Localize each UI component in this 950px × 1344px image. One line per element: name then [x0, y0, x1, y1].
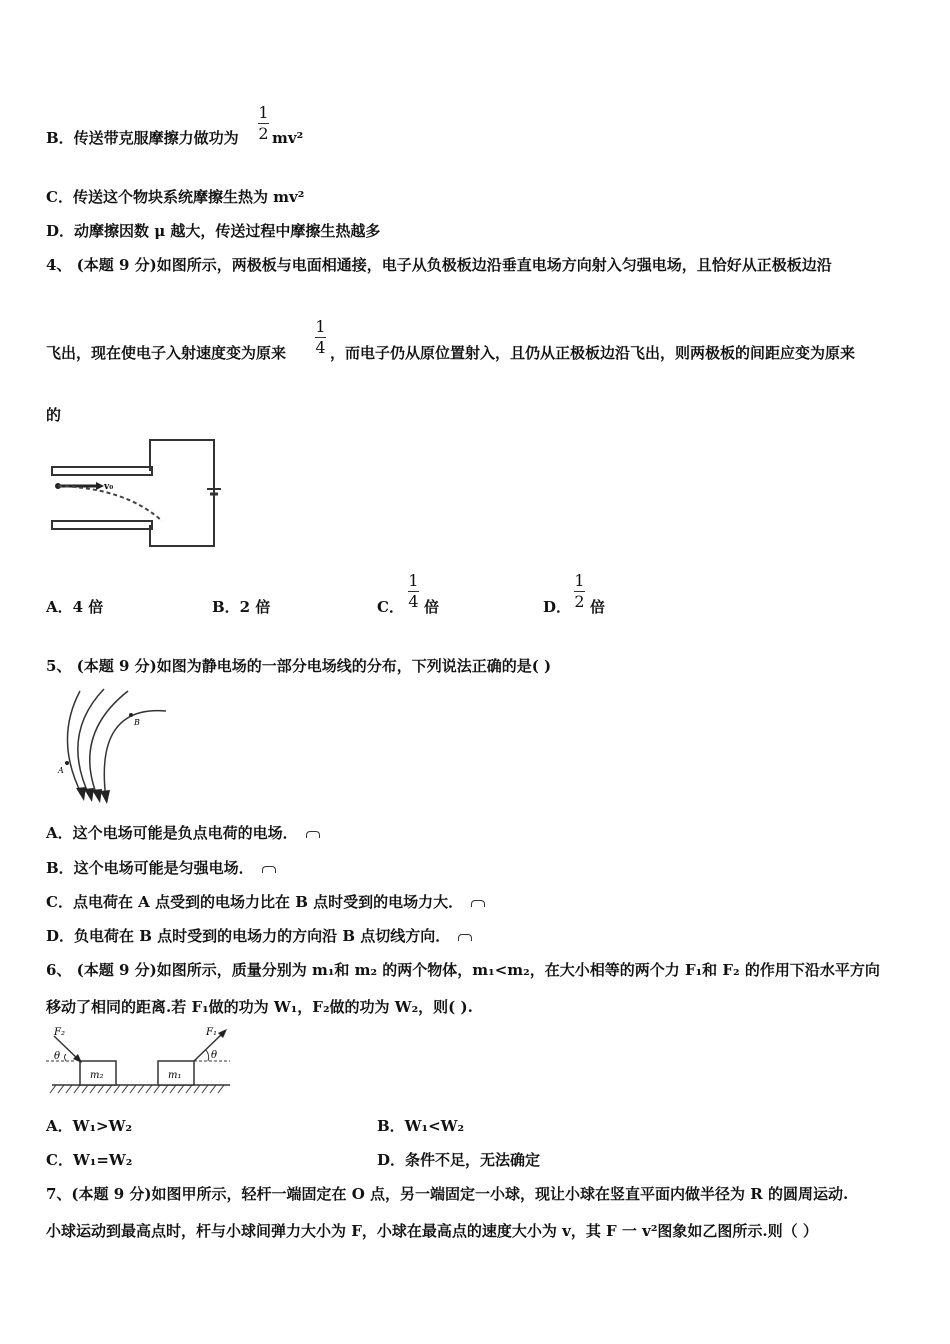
m2-label: m₂ — [90, 1070, 104, 1081]
q6-option-b[interactable]: B．W₁<W₂ — [377, 1117, 465, 1135]
q5-option-b[interactable]: B．这个电场可能是匀强电场． — [46, 858, 276, 878]
prev-option-d: D．动摩擦因数 μ 越大，传送过程中摩擦生热越多 — [46, 222, 381, 240]
mark-icon — [471, 900, 485, 907]
fraction-half: 1 2 — [258, 103, 269, 143]
q4-option-d-suffix: 倍 — [590, 598, 606, 616]
bottom-plate — [52, 521, 152, 529]
q7-stem-line1: 7、(本题 9 分)如图甲所示，轻杆一端固定在 O 点，另一端固定一小球，现让小球在竖直平面内做半径为 R 的圆周运动. — [46, 1185, 849, 1203]
forces-figure — [46, 1024, 236, 1096]
prev-option-c: C．传送这个物块系统摩擦生热为 mv² — [46, 188, 305, 206]
field-line-1 — [67, 691, 82, 795]
q6-option-d[interactable]: D．条件不足，无法确定 — [377, 1151, 541, 1169]
q4-option-c-fraction: 1 4 — [408, 571, 419, 611]
theta-right: θ — [211, 1050, 218, 1061]
fraction-quarter: 1 4 — [315, 317, 326, 357]
q5-option-a[interactable]: A．这个电场可能是负点电荷的电场． — [46, 823, 320, 843]
q4-stem-line1: 4、 (本题 9 分)如图所示，两极板与电面相通接，电子从负极板边沿垂直电场方向射入匀强电场，且恰好从正极板边沿 — [46, 256, 832, 274]
f1-label: F₁ — [206, 1027, 217, 1038]
v0-label: v₀ — [104, 482, 114, 492]
prev-option-b: B．传送带克服摩擦力做功为 — [46, 129, 239, 147]
q4-stem-line2a: 飞出，现在使电子入射速度变为原来 — [46, 344, 287, 362]
q6-option-a[interactable]: A．W₁>W₂ — [46, 1117, 133, 1135]
q5-option-d[interactable]: D．负电荷在 B 点时受到的电场力的方向沿 B 点切线方向． — [46, 926, 472, 946]
q4-option-b[interactable]: B．2 倍 — [212, 598, 271, 616]
circuit-wire — [150, 440, 214, 546]
point-a — [65, 761, 69, 765]
q4-option-d-fraction: 1 2 — [574, 571, 585, 611]
top-plate — [52, 467, 152, 475]
q6-stem-line2: 移动了相同的距离.若 F₁做的功为 W₁，F₂做的功为 W₂，则( ). — [46, 998, 473, 1016]
q7-stem-line2: 小球运动到最高点时，杆与小球间弹力大小为 F，小球在最高点的速度大小为 v，其 F 一 v²图象如乙图所示.则（ ） — [46, 1222, 818, 1240]
mark-icon — [458, 934, 472, 941]
q4-option-a[interactable]: A．4 倍 — [46, 598, 104, 616]
prev-option-b-suffix: mv² — [272, 129, 304, 147]
capacitor-figure — [46, 436, 221, 551]
q5-option-c[interactable]: C．点电荷在 A 点受到的电场力比在 B 点时受到的电场力大． — [46, 892, 485, 912]
m1-label: m₁ — [168, 1070, 182, 1081]
q4-option-c-suffix: 倍 — [424, 598, 440, 616]
point-a-label: A — [58, 766, 64, 775]
mark-icon — [306, 831, 320, 838]
q5-stem: 5、 (本题 9 分)如图为静电场的一部分电场线的分布，下列说法正确的是( ) — [46, 657, 552, 675]
arrow-head-4 — [100, 790, 110, 804]
point-b-label: B — [134, 718, 140, 727]
q4-option-c[interactable]: C． — [377, 598, 404, 616]
mark-icon — [262, 866, 276, 873]
q6-option-c[interactable]: C．W₁=W₂ — [46, 1151, 133, 1169]
q4-option-d[interactable]: D． — [543, 598, 572, 616]
f2-label: F₂ — [54, 1027, 65, 1038]
ground-hatching — [50, 1085, 224, 1093]
field-lines-figure — [54, 685, 174, 805]
q6-stem-line1: 6、 (本题 9 分)如图所示，质量分别为 m₁和 m₂ 的两个物体，m₁<m₂，在大小相等的两个力 F₁和 F₂ 的作用下沿水平方向 — [46, 961, 880, 979]
q4-stem-line3: 的 — [46, 406, 62, 424]
point-b — [129, 713, 133, 717]
theta-left: θ — [54, 1051, 61, 1062]
q4-stem-line2b: ，而电子仍从原位置射入，且仍从正极板边沿飞出，则两极板的间距应变为原来 — [330, 344, 856, 362]
